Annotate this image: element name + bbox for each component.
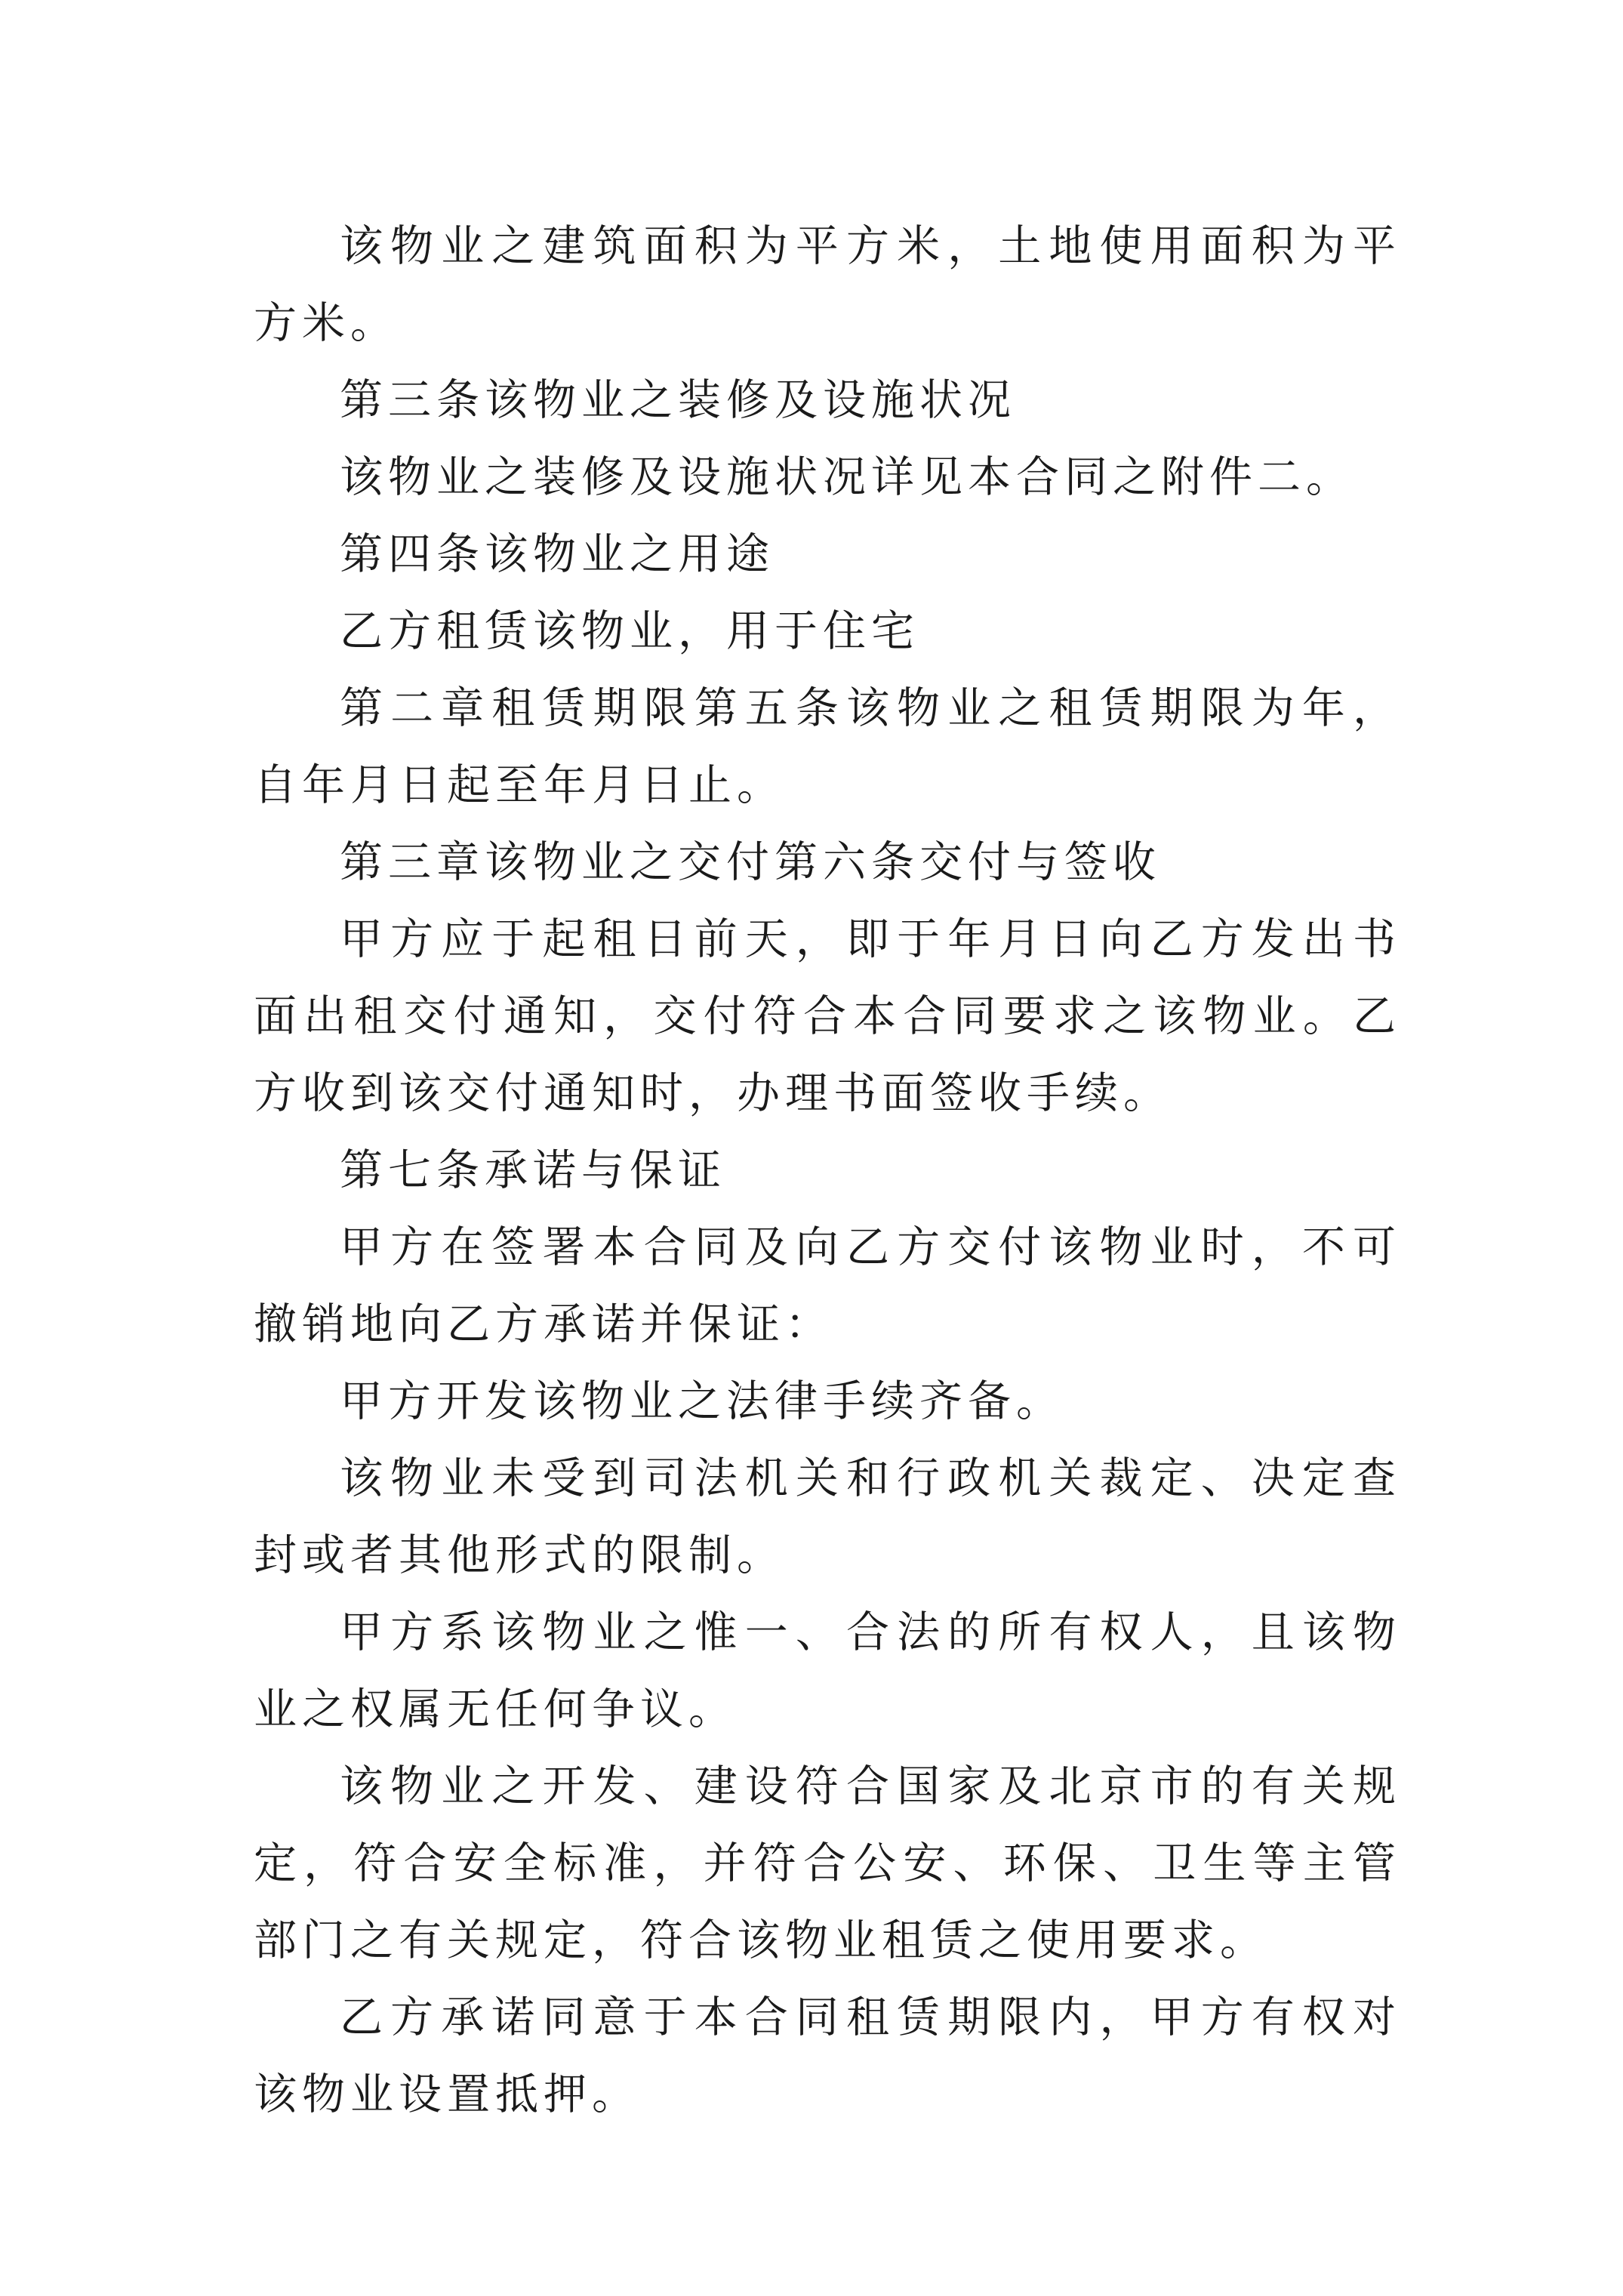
paragraph-ownership: 甲方系该物业之惟一、合法的所有权人，且该物业之权属无任何争议。 [254, 1607, 1401, 1734]
article-4-heading: 第四条该物业之用途 [340, 529, 775, 579]
article-3-heading: 第三条该物业之装修及设施状况 [340, 375, 1016, 425]
paragraph-decoration-info: 该物业之装修及设施状况详见本合同之附件二。 [340, 452, 1354, 502]
paragraph-delivery-notice: 甲方应于起租日前天，即于年月日向乙方发出书面出租交付通知，交付符合本合同要求之该物业。乙方收到该交付通知时，办理书面签收手续。 [254, 914, 1401, 1118]
chapter-2-lease-term: 第二章租赁期限第五条该物业之租赁期限为年，自年月日起至年月日止。 [254, 683, 1401, 810]
article-7-heading: 第七条承诺与保证 [340, 1145, 726, 1195]
document-body [254, 208, 1401, 2133]
paragraph-legal-procedures: 甲方开发该物业之法律手续齐备。 [340, 1376, 1064, 1426]
paragraph-mortgage: 乙方承诺同意于本合同租赁期限内，甲方有权对该物业设置抵押。 [254, 1992, 1401, 2119]
paragraph-no-restrictions: 该物业未受到司法机关和行政机关裁定、决定查封或者其他形式的限制。 [254, 1453, 1401, 1580]
paragraph-area-info: 该物业之建筑面积为平方米，土地使用面积为平方米。 [254, 221, 1401, 348]
paragraph-warranty-intro: 甲方在签署本合同及向乙方交付该物业时，不可撤销地向乙方承诺并保证： [254, 1222, 1401, 1349]
chapter-3-heading: 第三章该物业之交付第六条交付与签收 [340, 837, 1161, 887]
paragraph-usage: 乙方租赁该物业，用于住宅 [340, 606, 919, 656]
paragraph-compliance: 该物业之开发、建设符合国家及北京市的有关规定，符合安全标准，并符合公安、环保、卫生等主管部门之有关规定，符合该物业租赁之使用要求。 [254, 1761, 1401, 1965]
